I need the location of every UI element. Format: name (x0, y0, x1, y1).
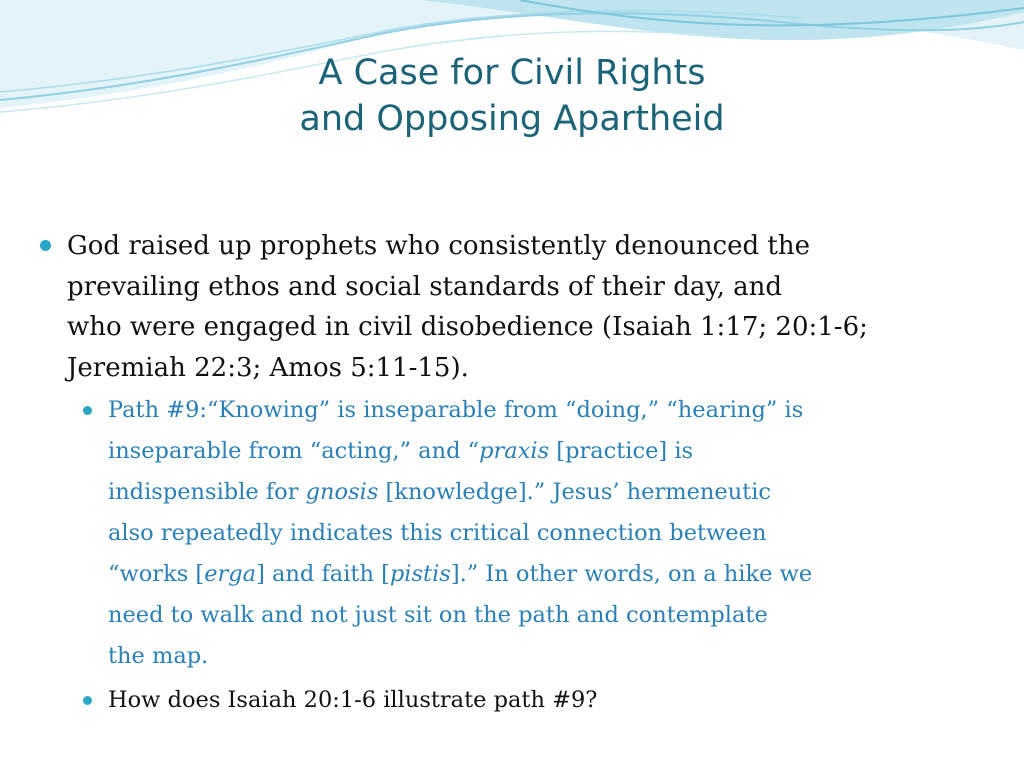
text-line (108, 431, 996, 472)
text-span: ] and faith [ (256, 561, 390, 587)
text-line (108, 472, 996, 513)
text-span: indispensible for (108, 479, 306, 505)
italic-term-pistis: pistis (389, 561, 451, 587)
text-span: [knowledge].” Jesus’ hermeneutic (378, 479, 772, 505)
bullet-dot-icon (83, 696, 92, 705)
title-line-2: and Opposing Apartheid (299, 99, 725, 139)
content-body (36, 226, 996, 721)
text-line (108, 554, 996, 595)
bullet-item-prophets (36, 226, 996, 388)
italic-term-gnosis: gnosis (305, 479, 379, 505)
text-line: need to walk and not just sit on the path and contemplate (108, 602, 768, 628)
text-line: Jeremiah 22:3; Amos 5:11-15). (67, 352, 469, 383)
text-line: who were engaged in civil disobedience (Isaiah 1:17; 20:1-6; (67, 312, 868, 342)
text-line: the map. (108, 643, 209, 669)
text-span: ].” In other words, on a hike we (450, 561, 813, 587)
text-line: How does Isaiah 20:1-6 illustrate path #9? (108, 687, 598, 713)
sub-bullet-question (78, 680, 996, 721)
italic-term-praxis: praxis (479, 438, 550, 464)
title-line-1: A Case for Civil Rights (318, 53, 706, 93)
text-line: God raised up prophets who consistently denounced the (67, 231, 810, 261)
sub-bullet-path-9 (78, 390, 996, 677)
text-span: [practice] is (549, 438, 694, 464)
text-line: prevailing ethos and social standards of their day, and (67, 271, 782, 302)
bullet-dot-icon (83, 406, 92, 415)
text-span: inseparable from “acting,” and “ (108, 438, 480, 464)
bullet-dot-icon (40, 240, 51, 251)
text-span: “works [ (108, 561, 205, 587)
text-line: also repeatedly indicates this critical connection between (108, 520, 767, 546)
italic-term-erga: erga (204, 561, 257, 587)
text-line: Path #9:“Knowing” is inseparable from “doing,” “hearing” is (108, 397, 804, 423)
slide-title (0, 50, 1024, 142)
